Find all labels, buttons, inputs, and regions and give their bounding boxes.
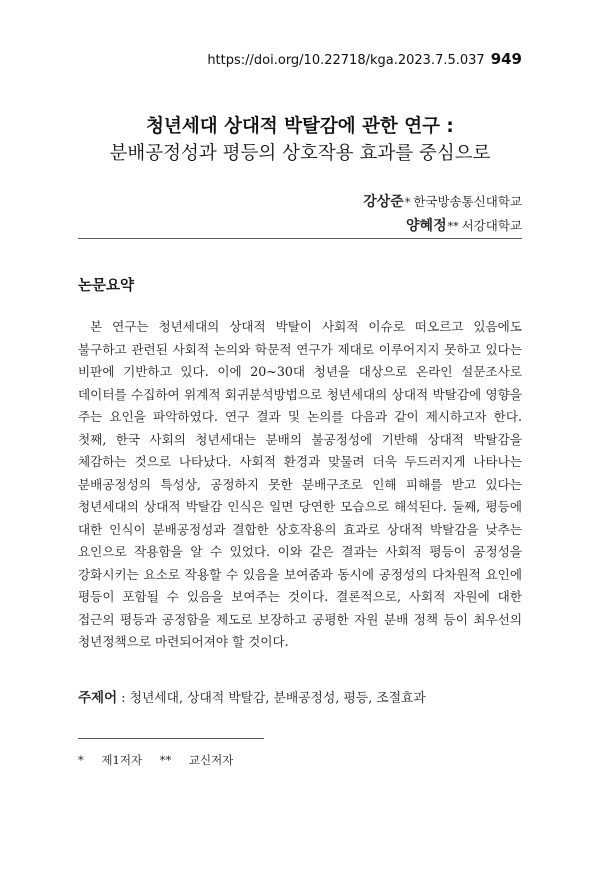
author-1 — [363, 190, 522, 214]
author-name: 강상준 — [363, 194, 404, 210]
author-affiliation: 한국방송통신대학교 — [413, 194, 522, 209]
page-number: 949 — [490, 50, 522, 68]
author-name: 양혜정 — [406, 218, 447, 234]
footnote-divider — [78, 738, 264, 739]
title-line-1: 청년세대 상대적 박탈감에 관한 연구 : — [146, 116, 454, 137]
running-header — [207, 50, 522, 68]
keywords-label: 주제어 — [78, 690, 118, 706]
keywords: 주제어 : 청년세대, 상대적 박탈감, 분배공정성, 평등, 조절효과 — [78, 690, 426, 706]
doi-link[interactable]: https://doi.org/10.22718/kga.2023.7.5.037 — [207, 53, 485, 68]
keywords-text: 청년세대, 상대적 박탈감, 분배공정성, 평등, 조절효과 — [129, 691, 426, 706]
footnote-mark: ** — [159, 753, 172, 767]
abstract-heading: 논문요약 — [78, 278, 135, 294]
author-affiliation: 서강대학교 — [461, 218, 522, 233]
header-divider — [78, 238, 522, 239]
author-mark: ** — [447, 220, 459, 233]
footnote-2 — [160, 753, 234, 767]
title-line-2: 분배공정성과 평등의 상호작용 효과를 중심으로 — [109, 143, 491, 164]
footnote-text: 제1저자 — [101, 753, 143, 767]
paper-title — [0, 114, 600, 168]
author-2 — [363, 214, 522, 238]
abstract-body: 본 연구는 청년세대의 상대적 박탈이 사회적 이슈로 떠오르고 있음에도 불구하고 관련된 사회적 논의와 학문적 연구가 제대로 이루어지지 못하고 있다는 비판에 기반하고 있다. 이에 20~30대 청년을 대상으로 온라인 설문조사로 데이터를 수집하여 위계적 회귀분석방법으로 청년세대의 상대적 박탈감에 영향을 주는 요인을 파악하였다. 연구 결과 및 논의를 다음과 같이 제시하고자 한다. 첫째, 한국 사회의 청년세대는 분배의 불공정성에 기반해 상대적 박탈감을 체감하는 것으로 나타났다. 사회적 환경과 맞물려 더욱 두드러지게 나타나는 분배공정성의 특성상, 공정하지 못한 분배구조로 인해 피해를 받고 있다는 청년세대의 상대적 박탈감 인식은 일면 당연한 모습으로 해석된다. 둘째, 평등에 대한 인식이 분배공정성과 결합한 상호작용의 효과로 상대적 박탈감을 낮추는 요인으로 작용함을 알 수 있었다. 이와 같은 결과는 사회적 평등이 공정성을 강화시키는 요소로 작용할 수 있음을 보여줌과 동시에 공정성의 다차원적 요인에 평등이 포함될 수 있음을 보여주는 것이다. 결론적으로, 사회적 자원에 대한 접근의 평등과 공정함을 제도로 보장하고 공평한 자원 분배 정책 등이 최우선의 청년정책으로 마련되어져야 할 것이다. — [78, 319, 522, 649]
footnote-1 — [78, 753, 142, 767]
footnote-text: 교신저자 — [188, 753, 234, 767]
footnote-mark: * — [78, 753, 84, 767]
author-list — [363, 190, 522, 238]
author-mark: * — [404, 196, 411, 209]
footnotes — [78, 752, 233, 768]
